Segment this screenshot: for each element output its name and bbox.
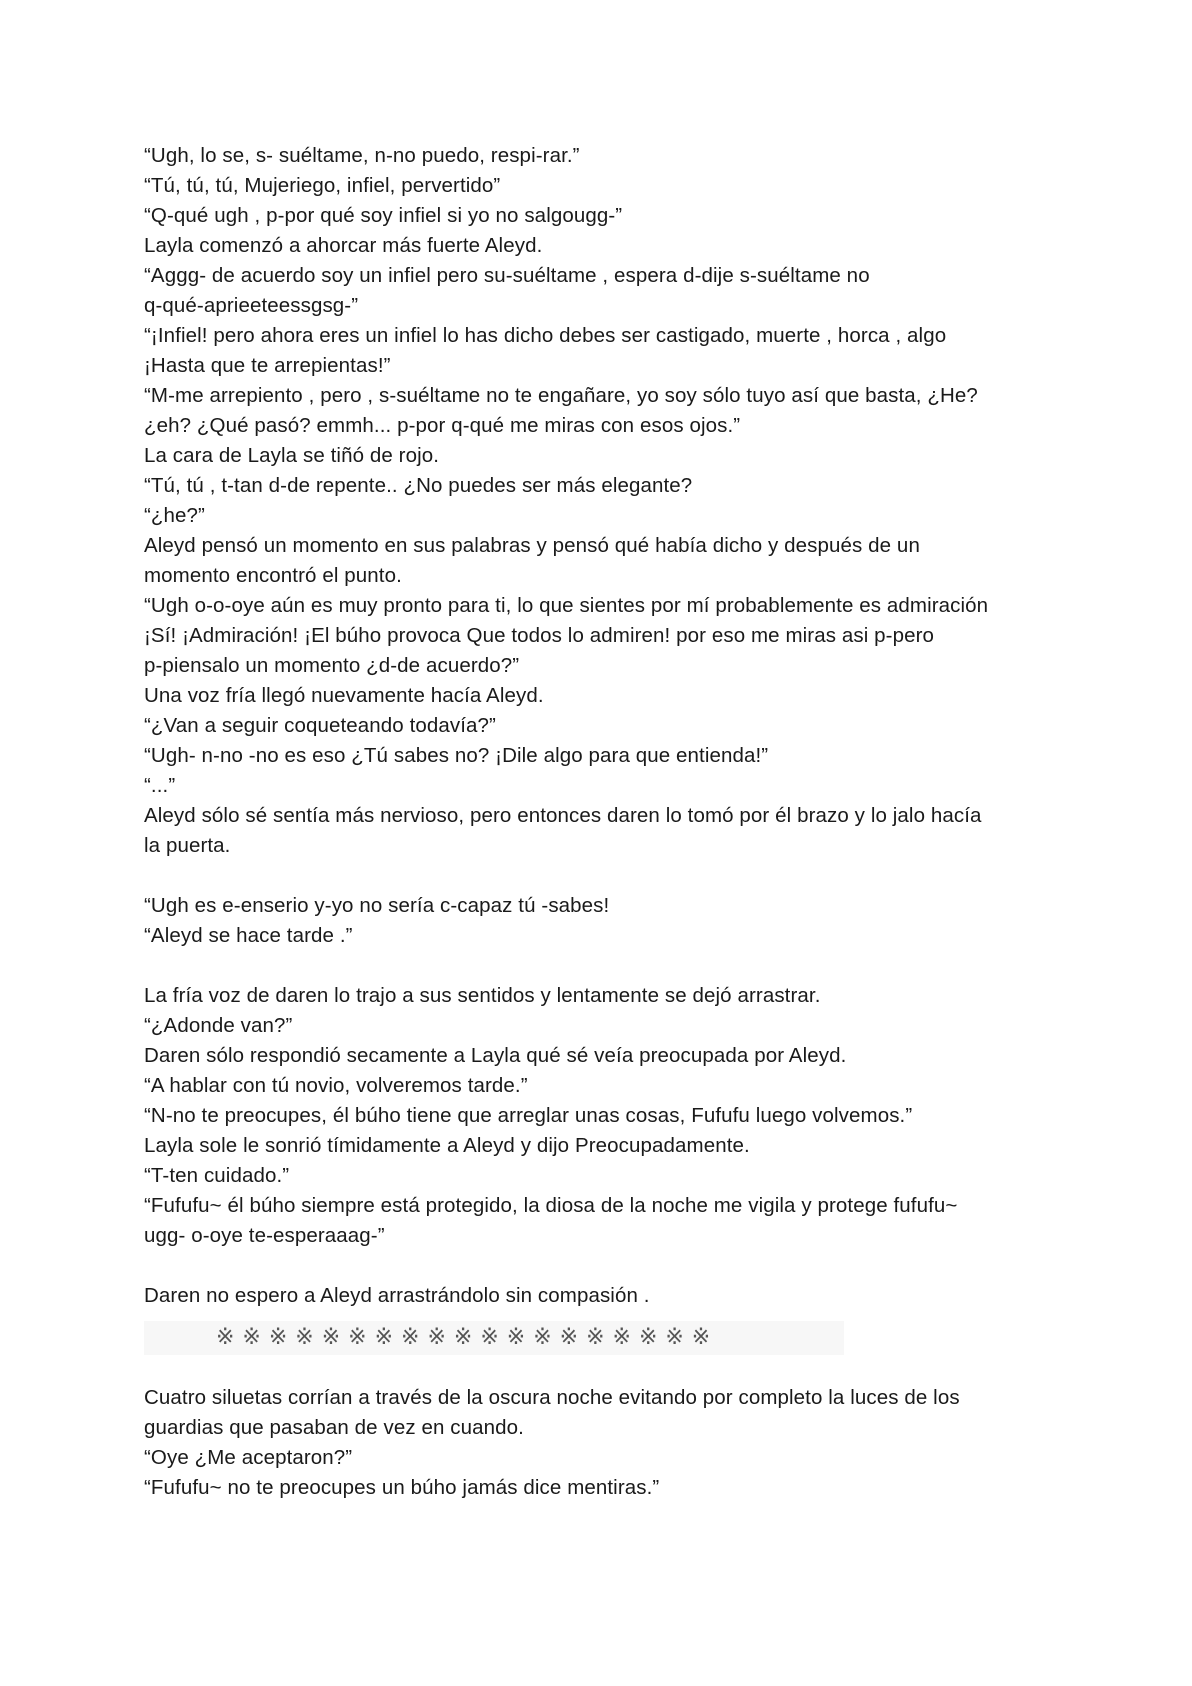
paragraph-line: “Fufufu~ él búho siempre está protegido, la diosa de la noche me vigila y protege fufufu~ (144, 1194, 958, 1217)
paragraph-line: La cara de Layla se tiñó de rojo. (144, 444, 440, 467)
paragraph-line: ¿eh? ¿Qué pasó? emmh... p-por q-qué me miras con esos ojos.” (144, 414, 741, 437)
paragraph-line: “Q-qué ugh , p-por qué soy infiel si yo no salgougg-” (144, 204, 623, 227)
paragraph-line: “Ugh es e-enserio y-yo no sería c-capaz tú -sabes! (144, 894, 610, 917)
paragraph-line: Daren sólo respondió secamente a Layla qué sé veía preocupada por Aleyd. (144, 1044, 847, 1067)
paragraph-line: p-piensalo un momento ¿d-de acuerdo?” (144, 654, 520, 677)
paragraph-line: Cuatro siluetas corrían a través de la oscura noche evitando por completo la luces de los (144, 1386, 960, 1409)
paragraph-line: “Fufufu~ no te preocupes un búho jamás dice mentiras.” (144, 1476, 660, 1499)
paragraph-line: ¡Sí! ¡Admiración! ¡El búho provoca Que todos lo admiren! por eso me miras asi p-pero (144, 624, 935, 647)
paragraph-line: “Tú, tú , t-tan d-de repente.. ¿No puedes ser más elegante? (144, 474, 693, 497)
paragraph-line: ugg- o-oye te-esperaaag-” (144, 1224, 385, 1247)
paragraph-line: “Aleyd se hace tarde .” (144, 924, 353, 947)
paragraph-line: Layla comenzó a ahorcar más fuerte Aleyd. (144, 234, 543, 257)
scene-divider: ※※※※※※※※※※※※※※※※※※※ (144, 1321, 844, 1355)
paragraph-line: q-qué-aprieeteessgsg-” (144, 294, 359, 317)
paragraph-line: “A hablar con tú novio, volveremos tarde.” (144, 1074, 528, 1097)
paragraph-line: momento encontró el punto. (144, 564, 402, 587)
paragraph-line: “¡Infiel! pero ahora eres un infiel lo has dicho debes ser castigado, muerte , horca , algo (144, 324, 947, 347)
paragraph-line: “Ugh- n-no -no es eso ¿Tú sabes no? ¡Dile algo para que entienda!” (144, 744, 769, 767)
paragraph-line: “M-me arrepiento , pero , s-suéltame no te engañare, yo soy sólo tuyo así que basta, ¿He? (144, 384, 978, 407)
paragraph-line: “¿he?” (144, 504, 205, 527)
blank-line (144, 951, 1064, 981)
paragraph-line: “Ugh, lo se, s- suéltame, n-no puedo, respi-rar.” (144, 144, 580, 167)
paragraph-line: la puerta. (144, 834, 231, 857)
paragraph-line: “...” (144, 774, 176, 797)
paragraph-line: “¿Adonde van?” (144, 1014, 293, 1037)
paragraph-line: ¡Hasta que te arrepientas!” (144, 354, 391, 377)
paragraph-line: Una voz fría llegó nuevamente hacía Aleyd. (144, 684, 544, 707)
paragraph-line: Daren no espero a Aleyd arrastrándolo sin compasión . (144, 1284, 650, 1307)
blank-line (144, 1251, 1064, 1281)
paragraph-line: “N-no te preocupes, él búho tiene que arreglar unas cosas, Fufufu luego volvemos.” (144, 1104, 913, 1127)
paragraph-line: guardias que pasaban de vez en cuando. (144, 1416, 524, 1439)
paragraph-line: “¿Van a seguir coqueteando todavía?” (144, 714, 496, 737)
document-body (144, 141, 1064, 1503)
paragraph-line: “Ugh o-o-oye aún es muy pronto para ti, lo que sientes por mí probablemente es admiración (144, 594, 989, 617)
paragraph-line: Layla sole le sonrió tímidamente a Aleyd y dijo Preocupadamente. (144, 1134, 750, 1157)
paragraph-line: Aleyd pensó un momento en sus palabras y pensó qué había dicho y después de un (144, 534, 920, 557)
paragraph-line: La fría voz de daren lo trajo a sus sentidos y lentamente se dejó arrastrar. (144, 984, 821, 1007)
paragraph-line: “Aggg- de acuerdo soy un infiel pero su-suéltame , espera d-dije s-suéltame no (144, 264, 870, 287)
paragraph-line: “Tú, tú, tú, Mujeriego, infiel, pervertido” (144, 174, 501, 197)
scene-break (144, 1321, 1064, 1361)
paragraph-line: “T-ten cuidado.” (144, 1164, 290, 1187)
blank-line (144, 861, 1064, 891)
paragraph-line: Aleyd sólo sé sentía más nervioso, pero entonces daren lo tomó por él brazo y lo jalo hacía (144, 804, 982, 827)
paragraph-line: “Oye ¿Me aceptaron?” (144, 1446, 353, 1469)
